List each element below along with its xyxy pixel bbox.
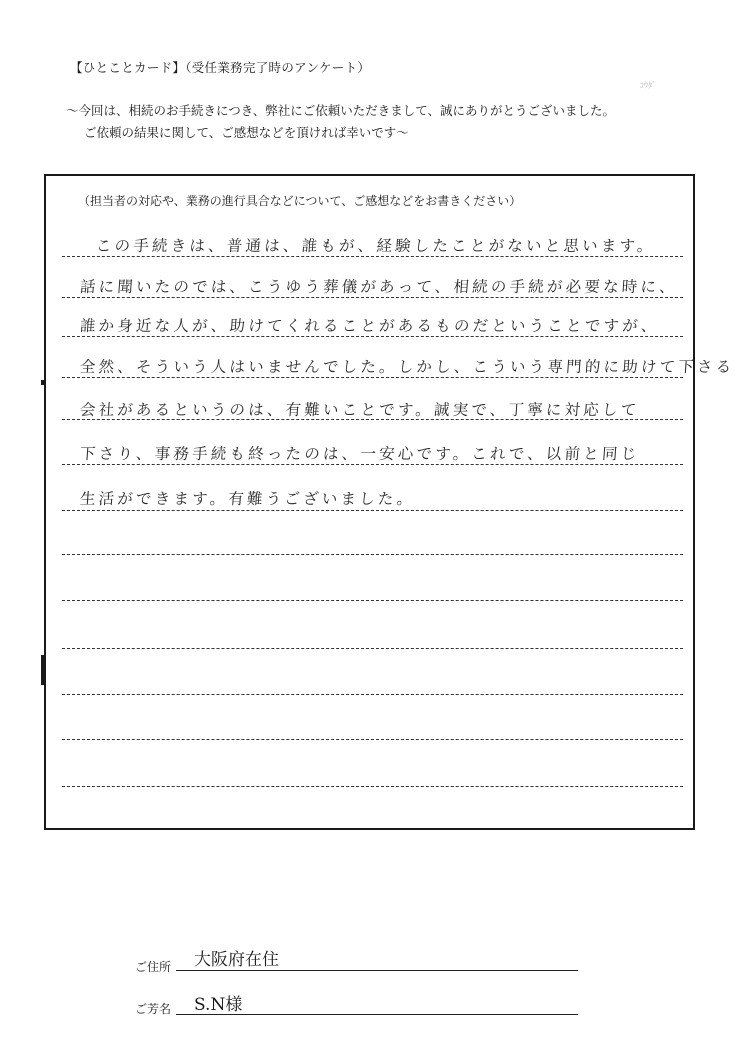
intro-message [66,100,615,144]
ruled-line [62,648,683,649]
handwritten-line: 全然、そういう人はいませんでした。しかし、こういう専門的に助けて下さる [79,358,736,376]
ruled-line [62,786,683,787]
handwritten-line: 生活ができます。有難うございました。 [79,490,416,508]
name-label: ご芳名 [135,1002,172,1016]
handwritten-line: この手続きは、普通は、誰もが、経験したことがないと思います。 [95,237,657,255]
card-title: 【ひとことカード】（受任業務完了時のアンケート） [70,60,371,75]
ruled-line [62,600,683,601]
address-underline [176,970,578,971]
intro-line-1: ～今回は、相続のお手続きにつき、弊社にご依頼いただきまして、誠にありがとうございました。 [66,103,616,118]
name-value: S.N様 [194,995,243,1015]
ruled-line [62,739,683,740]
ruled-line [62,256,683,257]
ruled-line [62,464,683,465]
ruled-line [62,554,683,555]
ruled-line [62,336,683,337]
feedback-box [44,174,736,830]
ruled-line [62,297,683,298]
address-label: ご住所 [135,960,172,974]
handwritten-line: 話に聞いたのでは、こうゆう葬儀があって、相続の手続が必要な時に、 [79,278,679,296]
ruled-line [62,510,683,511]
handwritten-line: 下さり、事務手続も終ったのは、一安心です。これで、以前と同じ [79,445,641,463]
feedback-caption: （担当者の対応や、業務の進行具合などについて、ご感想などをお書きください） [78,194,522,208]
faint-stamp: ｺｳﾀﾞ [640,81,656,90]
handwritten-line: 会社があるというのは、有難いことです。誠実で、丁寧に対応して [79,401,641,419]
handwritten-line: 誰か身近な人が、助けてくれることがあるものだということですが、 [79,317,661,335]
ruled-line [62,694,683,695]
intro-line-2: ご依頼の結果に関して、ご感想などを頂ければ幸いです～ [84,125,409,140]
address-value: 大阪府在住 [194,950,279,970]
ruled-line [62,377,683,378]
name-underline [176,1014,578,1015]
